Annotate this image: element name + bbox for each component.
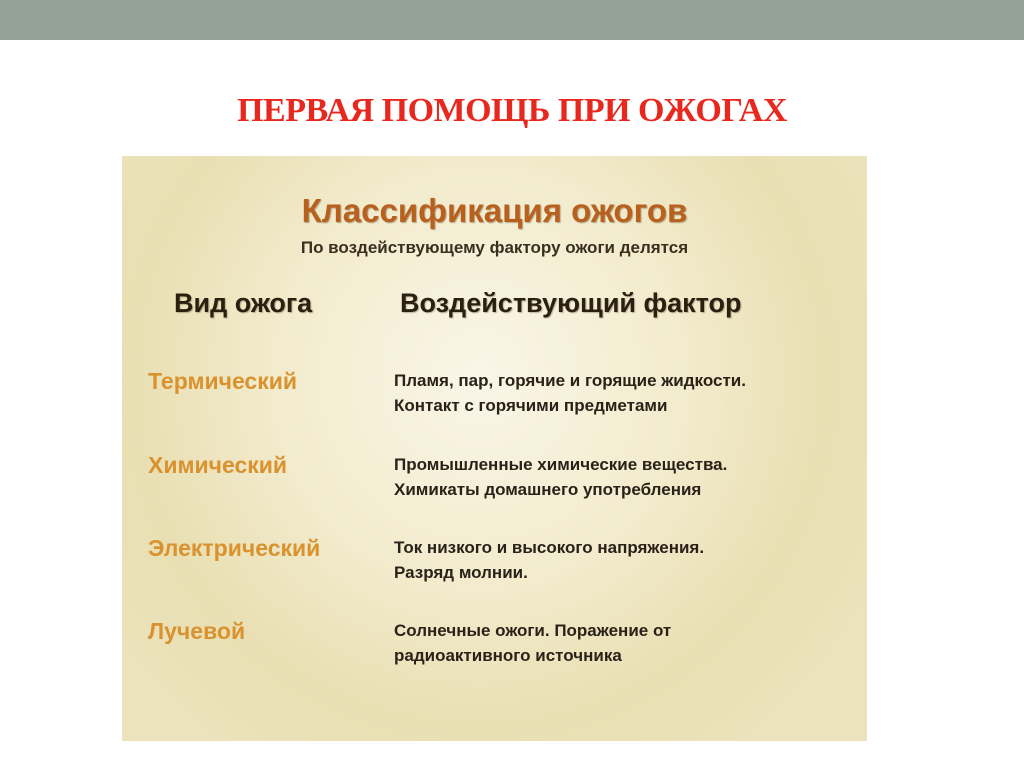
burn-type: Электрический: [148, 535, 321, 561]
table-row: [122, 618, 867, 678]
panel-subheading: По воздействующему фактору ожоги делятся: [300, 238, 689, 257]
factor-line: радиоактивного источника: [394, 646, 622, 665]
burn-type: Химический: [148, 452, 288, 478]
factor-line: Солнечные ожоги. Поражение от: [394, 621, 672, 640]
panel-heading: Классификация ожогов: [301, 192, 688, 229]
factor-line: Ток низкого и высокого напряжения.: [394, 538, 705, 557]
table-row: [122, 535, 867, 595]
column-header-kind: Вид ожога: [174, 288, 313, 318]
classification-panel: [122, 156, 867, 741]
burn-factor: [394, 368, 746, 418]
factor-line: Контакт с горячими предметами: [394, 396, 668, 415]
table-row: [122, 452, 867, 512]
slide-title: ПЕРВАЯ ПОМОЩЬ ПРИ ОЖОГАХ: [237, 92, 787, 129]
factor-line: Промышленные химические вещества.: [394, 455, 728, 474]
burn-type: Термический: [148, 368, 298, 394]
burn-factor: [394, 535, 704, 585]
burn-factor: [394, 452, 727, 502]
factor-line: Пламя, пар, горячие и горящие жидкости.: [394, 371, 746, 390]
top-bar: [0, 0, 1024, 40]
factor-line: Химикаты домашнего употребления: [394, 480, 702, 499]
table-row: [122, 368, 867, 428]
factor-line: Разряд молнии.: [394, 563, 528, 582]
column-header-factor: Воздействующий фактор: [400, 288, 742, 318]
burn-type: Лучевой: [148, 618, 246, 644]
burn-factor: [394, 618, 671, 668]
